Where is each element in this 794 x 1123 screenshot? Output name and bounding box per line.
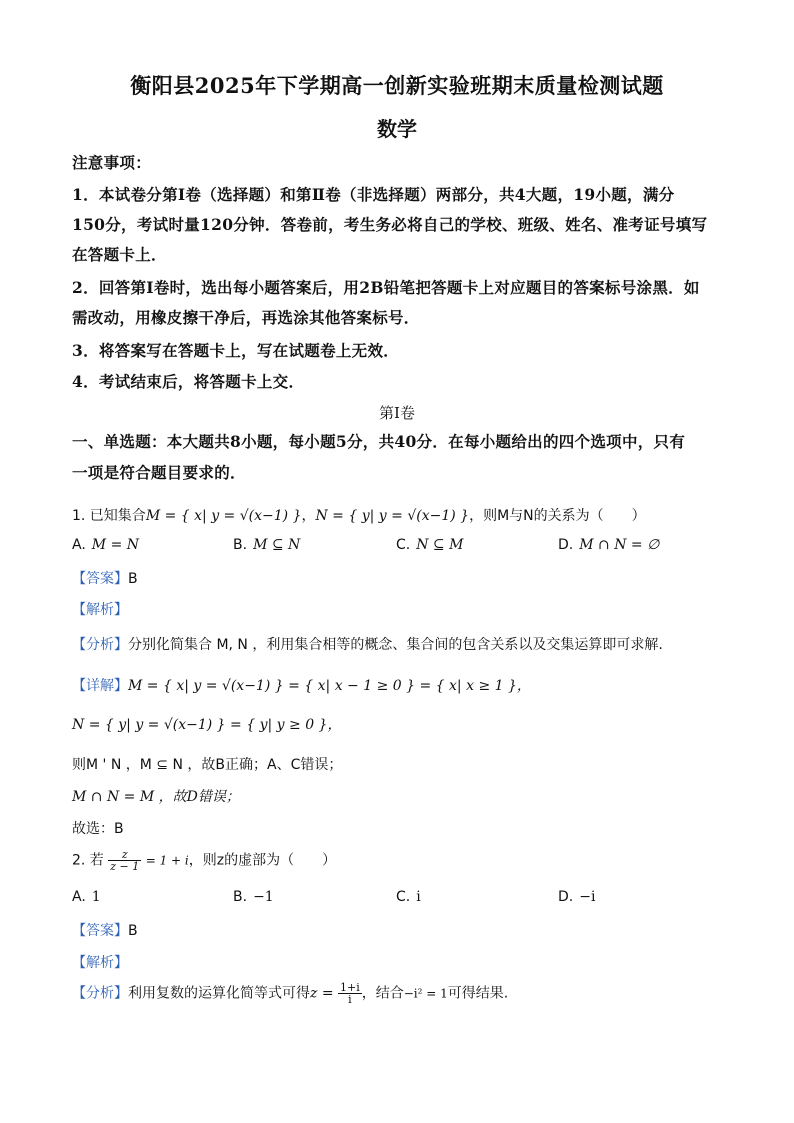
q1-detail-2: N = { y| y = √(x−1) } = { y| y ≥ 0 }， (72, 717, 342, 733)
q2-stem: 2. 若 $\frac{z}{z - 1}$ = 1 + i，则z的虚部为（ ） (72, 848, 337, 873)
q1-stem: 1. 已知集合M = { x| y = √(x−1) }，N = { y| y = √(x−1) }，则M与N的关系为（ ） (72, 508, 646, 524)
notice-line-6: 3．将答案写在答题卡上，写在试题卷上无效． (72, 341, 400, 360)
part1-instruction-1: 一、单选题：本大题共8小题，每小题5分，共40分．在每小题给出的四个选项中，只有 (72, 432, 686, 451)
q1-option-b: B. M ⊆ N (233, 537, 301, 553)
q1-analysis-heading: 【解析】 (72, 602, 128, 618)
section-title: 第I卷 (379, 404, 415, 422)
q1-prefix: 1. 已知集合 (72, 508, 146, 524)
q2-fenxi-fraction: $\frac{1+i}{i}$ (340, 981, 360, 1006)
exam-title: 衡阳县2025年下学期高一创新实验班期末质量检测试题 (130, 73, 664, 98)
answer-tag: 【答案】 (72, 571, 128, 587)
q2-answer: 【答案】B (72, 923, 138, 939)
q2-fraction: $\frac{z}{z - 1}$ (110, 848, 140, 873)
q1-choose: 故选：B (72, 821, 124, 837)
q1-detail-4: M ∩ N = M ，故D错误； (72, 789, 240, 805)
q2-fenxi: 【分析】利用复数的运算化简等式可得z = $\frac{1+i}{i}$ ，结合−i² = 1可得结果. (72, 981, 509, 1006)
q2-option-c: C. i (396, 889, 421, 905)
q1-option-a: A. M = N (72, 537, 139, 553)
notice-heading: 注意事项： (72, 153, 152, 172)
notice-line-3: 在答题卡上． (72, 245, 167, 264)
notice-line-1: 1．本试卷分第Ⅰ卷（选择题）和第Ⅱ卷（非选择题）两部分，共4大题，19小题，满分 (72, 185, 675, 204)
part1-instruction-2: 一项是符合题目要求的． (72, 463, 246, 482)
notice-line-4: 2．回答第Ⅰ卷时，选出每小题答案后，用2B铅笔把答题卡上对应题目的答案标号涂黑．如 (72, 278, 700, 297)
q1-detail-3: 则M ' N ，M ⊆ N ，故B正确；A、C错误； (72, 757, 343, 773)
q1-detail-1: 【详解】M = { x| y = √(x−1) } = { x| x − 1 ≥ 0 } = { x| x ≥ 1 }， (72, 678, 531, 694)
notice-line-5: 需改动，用橡皮擦干净后，再选涂其他答案标号． (72, 308, 420, 327)
q2-option-b: B. −1 (233, 889, 274, 905)
q1-suffix: ，则M与N的关系为（ ） (469, 508, 646, 524)
q1-option-d: D. M ∩ N = ∅ (558, 537, 660, 553)
notice-line-7: 4．考试结束后，将答题卡上交． (72, 372, 305, 391)
q2-option-a: A. 1 (72, 889, 101, 905)
exam-subject: 数学 (377, 117, 417, 141)
q1-fenxi: 【分析】分别化简集合 M, N ，利用集合相等的概念、集合间的包含关系以及交集运算即可求解. (72, 637, 663, 653)
q1-set-n: N = { y| y = √(x−1) } (315, 508, 470, 524)
notice-line-2: 150分，考试时量120分钟．答卷前，考生务必将自己的学校、班级、姓名、准考证号填写 (72, 215, 708, 234)
q1-answer: 【答案】B (72, 571, 138, 587)
q2-analysis-heading: 【解析】 (72, 955, 128, 971)
q1-option-c: C. N ⊆ M (396, 537, 464, 553)
q2-option-d: D. −i (558, 889, 596, 905)
q1-set-m: M = { x| y = √(x−1) } (145, 508, 302, 524)
